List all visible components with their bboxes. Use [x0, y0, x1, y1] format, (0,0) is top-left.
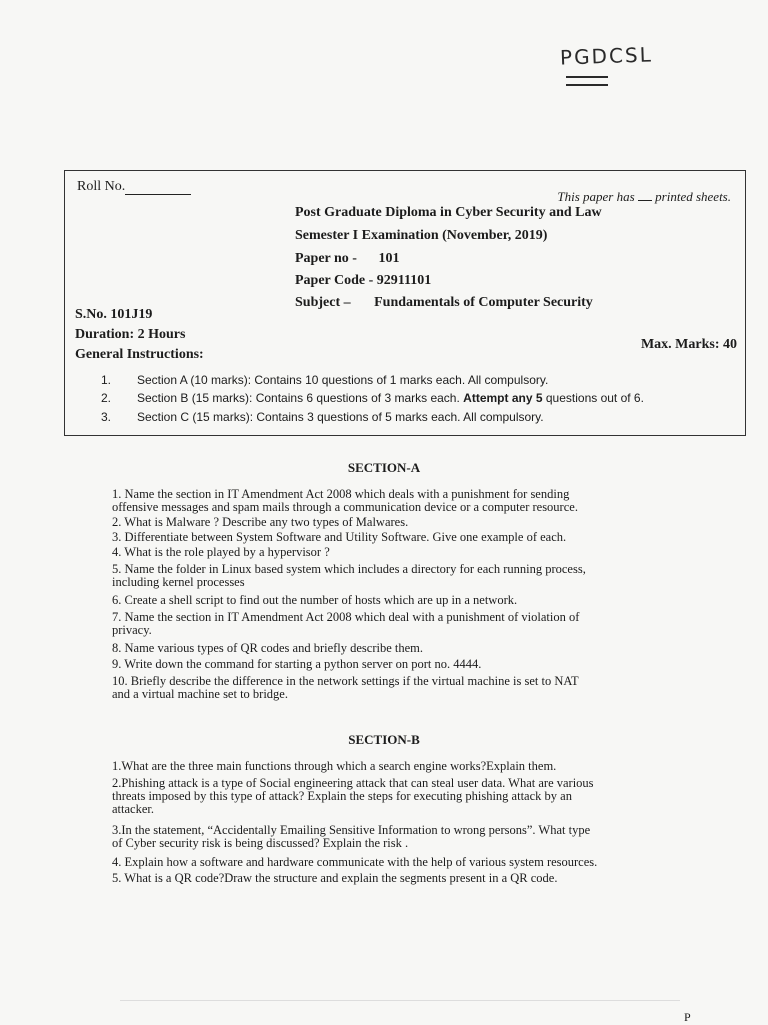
programme-title: Post Graduate Diploma in Cyber Security and Law	[295, 205, 602, 220]
section-a-title: SECTION-A	[347, 460, 421, 475]
subject-value: Fundamentals of Computer Security	[374, 295, 593, 310]
paper-code-label: Paper Code -	[295, 273, 374, 288]
paper-number	[295, 251, 399, 267]
question-line: offensive messages and spam mails through a communication device or a computer resource.	[112, 500, 578, 514]
instruction-text	[137, 391, 644, 405]
instruction-item	[65, 410, 745, 426]
general-instructions-heading: General Instructions:	[75, 347, 204, 362]
paper-code	[295, 273, 431, 289]
question-line: 5. Name the folder in Linux based system which includes a directory for each running process,	[112, 562, 586, 576]
question-a2	[112, 516, 678, 529]
question-line: 1.What are the three main functions through which a search engine works?Explain them.	[112, 759, 557, 773]
question-line: 5. What is a QR code?Draw the structure and explain the segments present in a QR code.	[112, 871, 558, 885]
instruction-number: 2.	[101, 391, 112, 405]
paper-number-value: 101	[378, 251, 400, 266]
section-b-title: SECTION-B	[348, 732, 420, 747]
question-line: 9. Write down the command for starting a python server on port no. 4444.	[112, 657, 482, 671]
instruction-text-part: Section B (15 marks): Contains 6 questions of 3 marks each.	[137, 391, 460, 405]
question-line: 10. Briefly describe the difference in the network settings if the virtual machine is set to NAT	[112, 674, 579, 688]
max-marks: Max. Marks: 40	[640, 337, 737, 352]
sheets-blank	[638, 190, 652, 201]
question-a3	[112, 531, 678, 544]
question-line: 4. Explain how a software and hardware communicate with the help of various system resources.	[112, 855, 598, 869]
instruction-text-part: questions out of 6.	[545, 391, 644, 405]
roll-number-field	[77, 179, 191, 195]
instruction-emphasis: Attempt any 5	[463, 391, 543, 405]
roll-number-blank	[125, 182, 191, 195]
handwritten-double-underline	[566, 76, 608, 86]
question-line: attacker.	[112, 802, 154, 816]
question-a5	[112, 563, 678, 589]
sheets-note-prefix: This paper has	[557, 189, 635, 204]
question-line: including kernel processes	[112, 575, 245, 589]
serial-number: S.No. 101J19	[75, 307, 153, 322]
exam-header-box	[64, 170, 746, 436]
question-line: 1. Name the section in IT Amendment Act 2008 which deals with a punishment for sending	[112, 487, 570, 501]
question-line: 3. Differentiate between System Software and Utility Software. Give one example of each.	[112, 530, 567, 544]
question-a4	[112, 546, 678, 559]
question-b1	[112, 760, 678, 773]
question-b5	[112, 872, 678, 885]
question-a7	[112, 611, 678, 637]
subject-line	[295, 295, 593, 311]
instruction-text: Section A (10 marks): Contains 10 questions of 1 marks each. All compulsory.	[137, 373, 549, 387]
question-line: and a virtual machine set to bridge.	[112, 687, 288, 701]
question-line: privacy.	[112, 623, 152, 637]
paper-number-label: Paper no -	[295, 251, 357, 266]
instruction-item	[65, 373, 745, 389]
instruction-item	[65, 391, 745, 407]
question-a1	[112, 488, 678, 514]
instruction-text: Section C (15 marks): Contains 3 questions of 5 marks each. All compulsory.	[137, 410, 544, 424]
instruction-number: 1.	[101, 373, 112, 387]
subject-label: Subject –	[295, 295, 351, 310]
question-a8	[112, 642, 678, 655]
question-line: 2. What is Malware ? Describe any two types of Malwares.	[112, 515, 409, 529]
question-a6	[112, 594, 678, 607]
question-b2	[112, 777, 678, 816]
question-a9	[112, 658, 678, 671]
question-line: 6. Create a shell script to find out the number of hosts which are up in a network.	[112, 593, 518, 607]
question-line: 7. Name the section in IT Amendment Act 2008 which deal with a punishment of violation of	[112, 610, 580, 624]
instruction-number: 3.	[101, 410, 112, 424]
sheets-note-suffix: printed sheets.	[655, 189, 731, 204]
handwritten-note: PGDCSL	[559, 42, 654, 70]
question-line: of Cyber security risk is being discussed? Explain the risk .	[112, 836, 409, 850]
question-line: threats imposed by this type of attack? Explain the steps for executing phishing attack by an	[112, 789, 572, 803]
question-line: 8. Name various types of QR codes and briefly describe them.	[112, 641, 424, 655]
question-line: 3.In the statement, “Accidentally Emailing Sensitive Information to wrong persons”. What type	[112, 823, 591, 837]
roll-number-label: Roll No.	[77, 179, 126, 194]
semester-title: Semester I Examination (November, 2019)	[295, 228, 548, 243]
question-line: 4. What is the role played by a hypervisor ?	[112, 545, 330, 559]
question-b4	[112, 856, 678, 869]
question-a10	[112, 675, 678, 701]
printed-sheets-note	[557, 189, 731, 205]
paper-code-value: 92911101	[376, 273, 432, 288]
duration: Duration: 2 Hours	[75, 327, 186, 342]
question-b3	[112, 824, 678, 850]
page-bottom-divider	[120, 1000, 680, 1001]
question-line: 2.Phishing attack is a type of Social engineering attack that can steal user data. What are various	[112, 776, 594, 790]
page-corner-mark: P	[684, 1010, 691, 1024]
